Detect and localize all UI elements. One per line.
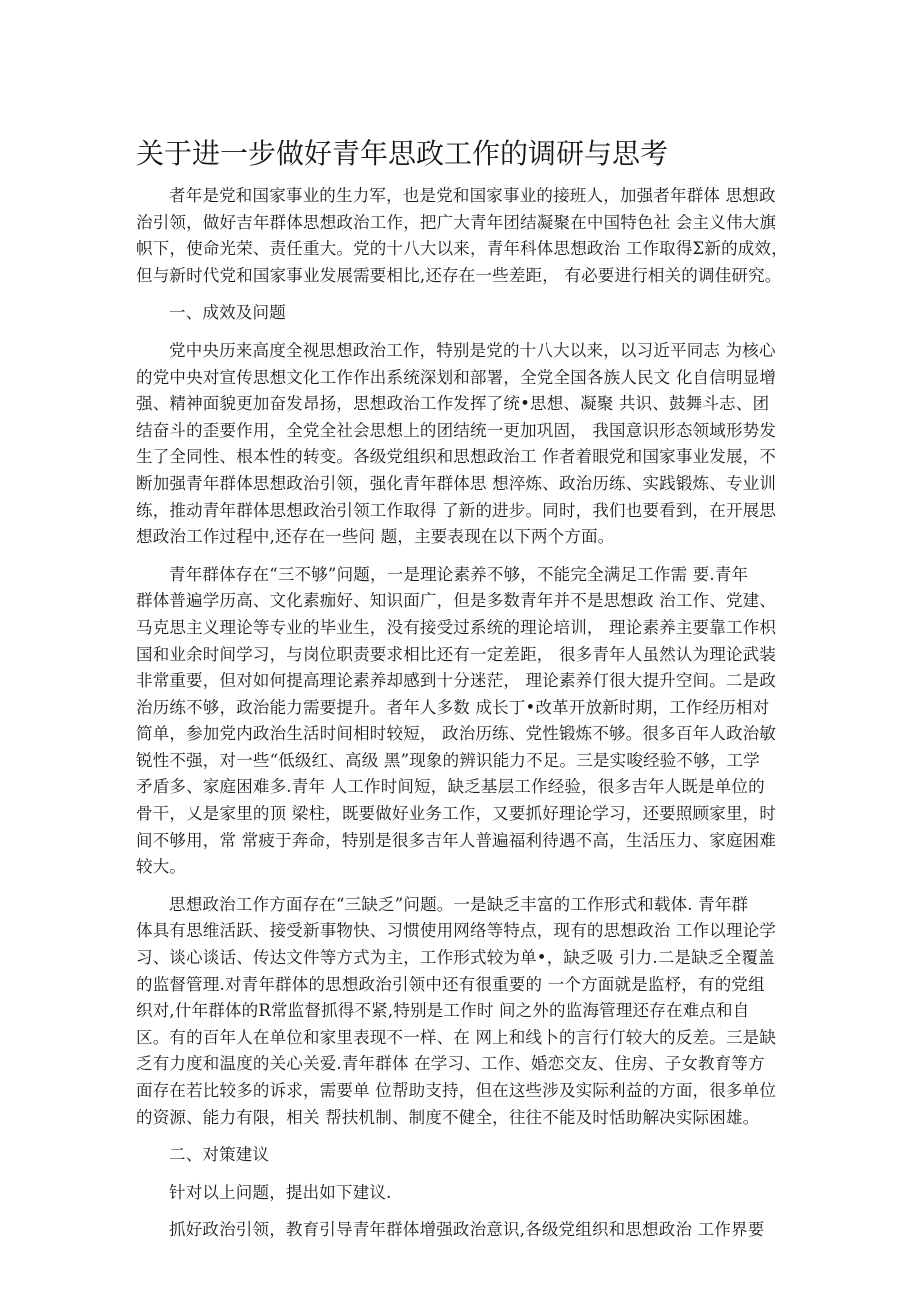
text-line: 群体普遍学历高、文化素痂好、知识面广，但是多数青年并不是思想政 治工作、党建、 <box>136 591 777 611</box>
text-line: 体具有思维活跃、接受新事物快、习惯使用网络等特点，现有的思想政治 工作以理论学 <box>136 921 777 941</box>
text-line: 的党中央对宣传思想文化工作作出系统深划和部署，全党全国各族人民文 化自信明显增 <box>136 367 777 387</box>
document-title: 关于进一步做好青年思政工作的调研与思考 <box>136 137 669 170</box>
text-line: 者年是党和国家事业的生力军，也是党和国家事业的接班人，加强者年群体 思想政 <box>169 186 776 205</box>
text-line: 矛盾多、家庭困难多.青年 人工作时间短，缺乏基层工作经验，很多吉年人既是单位的 <box>136 777 765 797</box>
paragraph <box>136 892 786 1131</box>
text-line: 强、精神面貌更加奋发昂扬，思想政治工作发挥了统•思想、凝聚 共识、鼓舞斗志、团 <box>136 394 770 414</box>
text-line: 锐性不强，对一些“低级红、高级 黑”现象的辨识能力不足。三是实唆经验不够，工学 <box>136 750 760 770</box>
text-line: 简单，参加党内政治生活时间相时较短， 政治历练、党性锻炼不够。很多百年人政治敏 <box>136 724 777 744</box>
text-line: 马克思主义理论等专业的毕业生，没有接受过系统的理论培训， 理论素养主要靠工作枳 <box>136 617 777 637</box>
text-line: 一、成效及问题 <box>169 303 286 323</box>
text-line: 乏有力度和温度的关心关爱.青年群体 在学习、工作、婚恋交友、住房、子女教育等方 <box>136 1054 765 1074</box>
text-line: 青年群体存在“三不够”问题，一是理论素养不够，不能完全满足工作需 要.青年 <box>169 564 749 584</box>
paragraph <box>136 1180 786 1207</box>
text-line: 想政治工作过程中,还存在一些问 题，主要表现在以下两个方面。 <box>136 527 615 547</box>
text-line: 面存在若比较多的诉求，需要单 位帮助支持，但在这些涉及实际利益的方面，很多单位 <box>136 1081 777 1100</box>
text-line: 较大。 <box>136 857 187 877</box>
text-line: 骨干，乂是家里的顶 梁柱，既要做好业务工作，又要抓好理论学习，还要照顾家里，时 <box>136 804 777 824</box>
text-line: 断加强青年群体思想政治引领，强化青年群体思 想淬炼、政治历练、实践锻炼、专业训 <box>136 473 777 493</box>
text-line: 区。有的百年人在单位和家里表现不一样、在 网上和线卜的言行仃较大的反差。三是缺 <box>136 1027 777 1047</box>
text-line: 抓好政治引领，教育引导青年群体增强政治意识,各级党组织和思想政治 工作界要 <box>169 1220 765 1240</box>
text-line: 的资源、能力有限，相关 帮扶机制、制度不健全，往往不能及时恬助解决实际困雄。 <box>136 1107 760 1127</box>
text-line: 针对以上问题，提出如下建议. <box>169 1182 392 1202</box>
document-body <box>136 183 786 1255</box>
text-line: 生了全同性、根本性的转变。各级党组织和思想政治工 作者着眼党和国家事业发展，不 <box>136 447 777 467</box>
text-line: 织对,什年群体的R常监督抓得不紧,特别是工作时 间之外的监海管理还存在难点和自 <box>136 1001 750 1021</box>
paragraph <box>136 1142 786 1169</box>
paragraph <box>136 300 786 327</box>
text-line: 的监督管理.对青年群体的思想政治引领中还有很重要的 一个方面就是监杼，有的党组 <box>136 974 765 994</box>
text-line: 思想政治工作方面存在“三缺乏”问题。一是缺乏丰富的工作形式和载体. 青年群 <box>169 894 749 914</box>
text-line: 国和业余时间学习，与岗位职责要求相比还有一定差距， 很多青年人虽然认为理论武装 <box>136 644 777 664</box>
text-line: 间不够用，常 常疲于奔命，特别是很多吉年人普遍福利待遇不高，生活压力、家庭困难 <box>136 830 777 850</box>
text-line: 党中央历来高度全视思想政治工作，特别是党的十八大以来，以习近平同志 为核心 <box>169 340 776 360</box>
paragraph <box>136 183 786 289</box>
text-line: 帜下，使命光荣、责任重大。党的十八大以来，青年科体思想政治 工作取得Σ新的成效， <box>136 239 788 259</box>
text-line: 练，推动青年群体思想政治引领工作取得 了新的进步。同时，我们也要看到，在开展思 <box>136 500 777 520</box>
text-line: 治引领，做好吉年群体思想政治工作，把广大青年团结凝聚在中国特色社 会主义伟大旗 <box>136 212 777 232</box>
text-line: 二、对策建议 <box>169 1145 270 1165</box>
text-line: 非常重要，但对如何提高理论素养却感到十分迷茫， 理论素养仃很大提升空间。二是政 <box>136 671 777 691</box>
paragraph <box>136 1217 786 1244</box>
text-line: 结奋斗的歪要作用，全党全社会思想上的团结统一更加巩固， 我国意识形态领域形势发 <box>136 420 777 440</box>
paragraph <box>136 562 786 881</box>
text-line: 治历练不够，政治能力需要提升。者年人多数 成长丁•改革开放新时期，工作经历相对 <box>136 697 770 717</box>
paragraph <box>136 338 786 551</box>
text-line: 但与新时代党和国家事业发展需要相比,还存在一些差距， 有必要进行相关的调佳研究。 <box>136 265 782 285</box>
text-line: 习、谈心谈话、传达文件等方式为主，工作形式较为单•，缺乏吸 引力.二是缺乏全覆盖 <box>136 948 775 968</box>
